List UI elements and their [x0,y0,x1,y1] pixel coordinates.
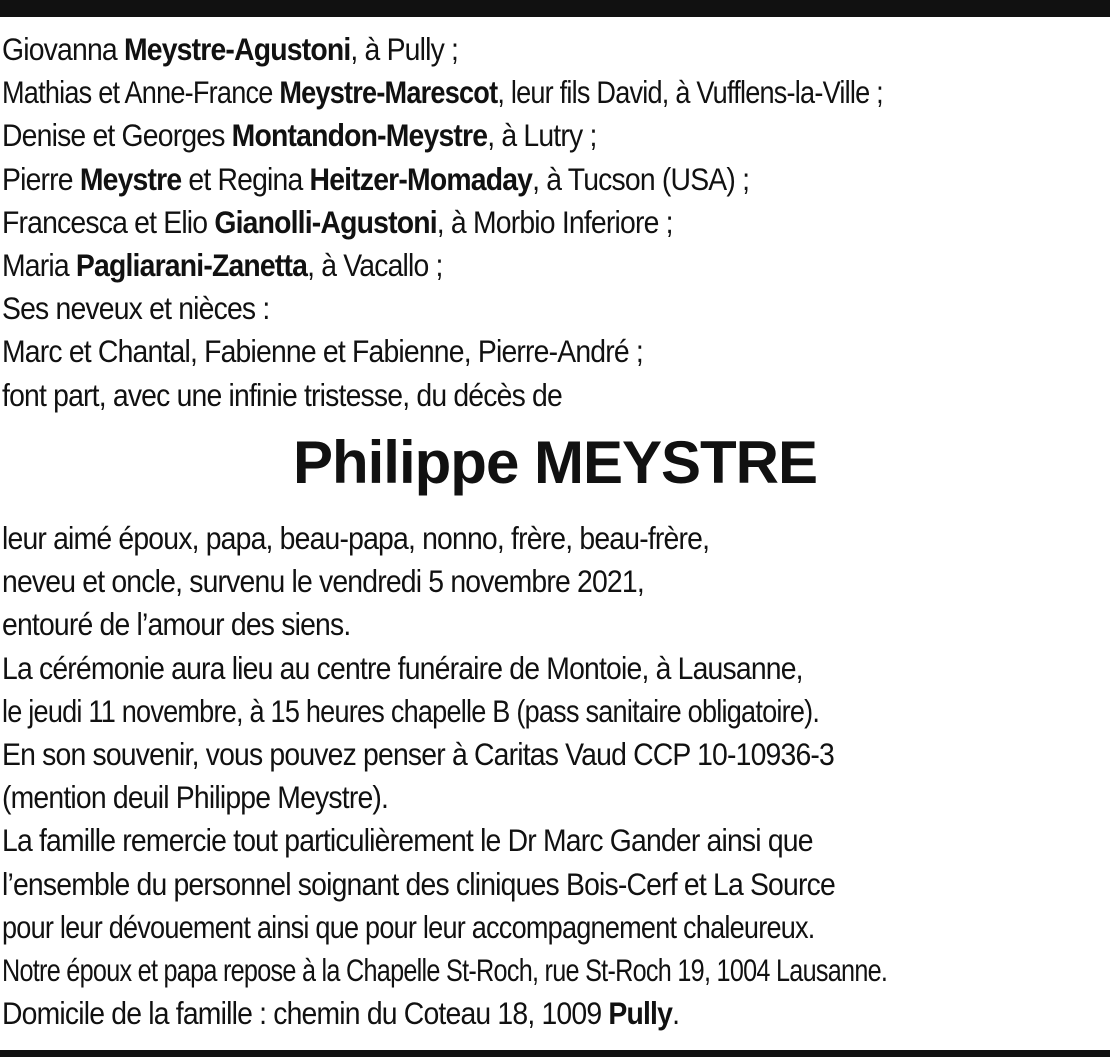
family-surname: Montandon-Meystre [231,117,488,154]
family-text: Francesca et Elio [2,203,215,240]
body-line-10 [2,906,1108,949]
family-line-5 [2,201,1108,244]
body-line-5 [2,690,1108,733]
thanks-text: La famille remercie tout particulièrement le Dr Marc Gander ainsi que [2,822,813,859]
family-text: Marc et Chantal, Fabienne et Fabienne, Pierre-André ; [2,333,643,370]
donation-text: (mention deuil Philippe Meystre). [2,779,389,816]
announcement-text: font part, avec une infinie tristesse, du décès de [2,376,562,413]
family-text: Denise et Georges [2,117,232,154]
body-line-1 [2,517,1108,560]
family-text: , à Vacallo ; [307,246,443,283]
address-text: . [672,995,680,1032]
body-line-6 [2,733,1108,776]
family-text: , à Lutry ; [487,117,597,154]
family-text: , à Tucson (USA) ; [532,160,750,197]
family-text: Mathias et Anne-France [2,74,280,111]
thanks-text: pour leur dévouement ainsi que pour leur accompagnement chaleureux. [2,908,815,945]
body-line-8 [2,819,1108,862]
body-line-4 [2,647,1108,690]
family-surname: Meystre-Marescot [279,74,498,111]
family-line-2 [2,71,1108,114]
body-text: entouré de l’amour des siens. [2,606,351,643]
thanks-text: l’ensemble du personnel soignant des cliniques Bois-Cerf et La Source [2,865,835,902]
family-text: Maria [2,246,76,283]
top-rule [0,0,1110,17]
family-list [2,28,1108,417]
family-line-3 [2,114,1108,157]
family-surname: Meystre-Agustoni [123,31,351,67]
family-text: Giovanna [2,31,124,67]
resting-place-text: Notre époux et papa repose à la Chapelle St-Roch, rue St-Roch 19, 1004 Lausanne. [2,951,888,988]
family-line-8 [2,330,1108,373]
family-surname: Gianolli-Agustoni [214,203,437,240]
ceremony-text: le jeudi 11 novembre, à 15 heures chapelle B (pass sanitaire obligatoire). [2,692,820,729]
family-text: , leur fils David, à Vufflens-la-Ville ; [497,74,883,111]
family-surname: Meystre [79,160,182,197]
family-line-7 [2,287,1108,330]
body-line-9 [2,863,1108,906]
deceased-name: Philippe MEYSTRE [292,429,818,496]
body-text: neveu et oncle, survenu le vendredi 5 novembre 2021, [2,563,644,600]
body-line-2 [2,560,1108,603]
family-text: et Regina [181,160,310,197]
family-text: Ses neveux et nièces : [2,290,270,327]
body-line-7 [2,776,1108,819]
address-text: Domicile de la famille : chemin du Coteau 18, 1009 [2,995,609,1032]
address-town: Pully [608,995,673,1032]
family-line-1 [2,28,1108,71]
family-line-6 [2,244,1108,287]
family-surname: Pagliarani-Zanetta [75,246,308,283]
family-surname: Heitzer-Momaday [309,160,533,197]
family-line-9 [2,374,1108,417]
family-text: , à Pully ; [350,31,459,67]
body-line-12 [2,992,1108,1035]
body-line-11 [2,949,1108,992]
family-text: Pierre [2,160,80,197]
family-text: , à Morbio Inferiore ; [436,203,673,240]
donation-text: En son souvenir, vous pouvez penser à Caritas Vaud CCP 10-10936-3 [2,735,834,772]
notice-body [2,517,1108,1035]
family-line-4 [2,158,1108,201]
ceremony-text: La cérémonie aura lieu au centre funéraire de Montoie, à Lausanne, [2,649,803,686]
body-text: leur aimé époux, papa, beau-papa, nonno, frère, beau-frère, [2,520,710,556]
body-line-3 [2,603,1108,646]
bottom-rule [0,1050,1110,1057]
